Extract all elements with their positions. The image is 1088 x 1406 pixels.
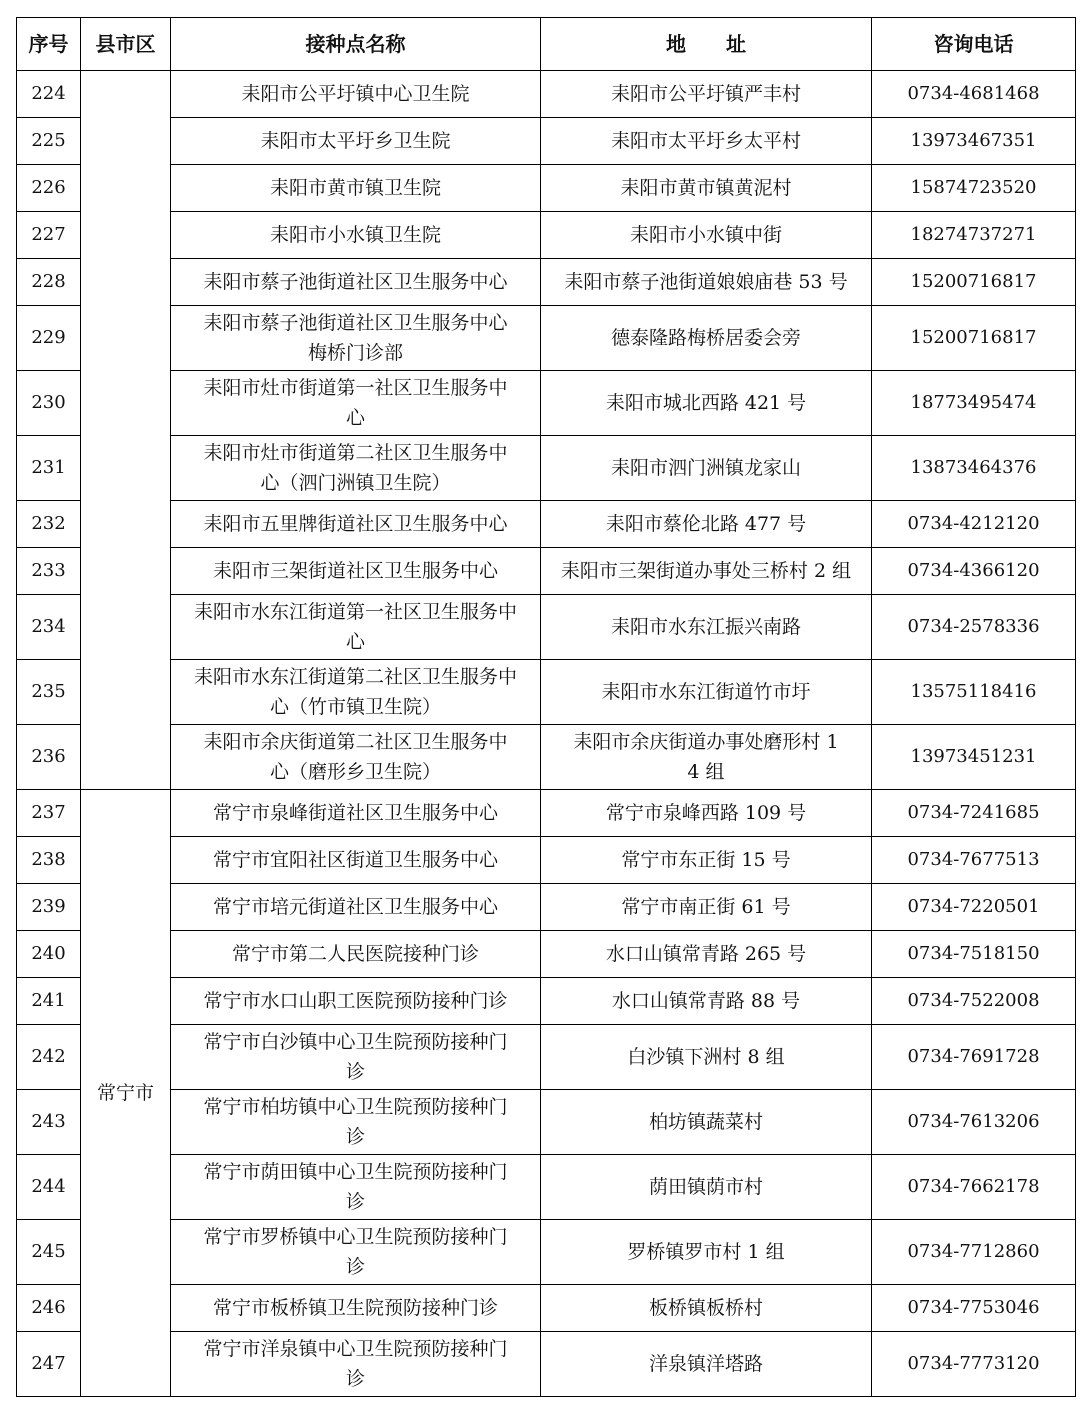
site-phone: 0734-7691728: [872, 1025, 1076, 1090]
site-address: 洋泉镇洋塔路: [541, 1332, 872, 1397]
row-number: 247: [17, 1332, 81, 1397]
row-number: 241: [17, 978, 81, 1025]
site-phone: 0734-7522008: [872, 978, 1076, 1025]
site-phone: 0734-7753046: [872, 1285, 1076, 1332]
site-address: 耒阳市小水镇中街: [541, 212, 872, 259]
site-phone: 18773495474: [872, 371, 1076, 436]
header-phone: 咨询电话: [872, 18, 1076, 71]
site-address: 常宁市泉峰西路 109 号: [541, 790, 872, 837]
site-name: 耒阳市灶市街道第二社区卫生服务中 心（泗门洲镇卫生院）: [171, 436, 541, 501]
table-row: [17, 371, 1076, 436]
row-number: 225: [17, 118, 81, 165]
site-phone: 18274737271: [872, 212, 1076, 259]
site-address: 德泰隆路梅桥居委会旁: [541, 306, 872, 371]
table-row: [17, 501, 1076, 548]
site-address: 耒阳市三架街道办事处三桥村 2 组: [541, 548, 872, 595]
table-row: [17, 212, 1076, 259]
site-address: 常宁市南正街 61 号: [541, 884, 872, 931]
site-name: 耒阳市水东江街道第一社区卫生服务中 心: [171, 595, 541, 660]
site-phone: 0734-7220501: [872, 884, 1076, 931]
site-phone: 0734-7241685: [872, 790, 1076, 837]
site-address: 耒阳市黄市镇黄泥村: [541, 165, 872, 212]
site-phone: 13973451231: [872, 725, 1076, 790]
site-address: 柏坊镇蔬菜村: [541, 1090, 872, 1155]
site-address: 耒阳市太平圩乡太平村: [541, 118, 872, 165]
row-number: 233: [17, 548, 81, 595]
site-phone: 0734-7677513: [872, 837, 1076, 884]
site-name: 常宁市第二人民医院接种门诊: [171, 931, 541, 978]
site-phone: 13873464376: [872, 436, 1076, 501]
row-number: 238: [17, 837, 81, 884]
table-row: [17, 1285, 1076, 1332]
table-row: [17, 165, 1076, 212]
site-phone: 0734-7712860: [872, 1220, 1076, 1285]
site-name: 耒阳市蔡子池街道社区卫生服务中心: [171, 259, 541, 306]
site-name: 常宁市培元街道社区卫生服务中心: [171, 884, 541, 931]
county-cell: 常宁市: [81, 790, 171, 1397]
site-phone: 0734-7613206: [872, 1090, 1076, 1155]
table-row: [17, 790, 1076, 837]
site-name: 常宁市板桥镇卫生院预防接种门诊: [171, 1285, 541, 1332]
site-name: 常宁市荫田镇中心卫生院预防接种门 诊: [171, 1155, 541, 1220]
row-number: 242: [17, 1025, 81, 1090]
site-phone: 0734-4366120: [872, 548, 1076, 595]
table-row: [17, 1025, 1076, 1090]
table-row: [17, 931, 1076, 978]
site-address: 耒阳市水东江振兴南路: [541, 595, 872, 660]
site-address: 水口山镇常青路 88 号: [541, 978, 872, 1025]
site-name: 耒阳市蔡子池街道社区卫生服务中心 梅桥门诊部: [171, 306, 541, 371]
site-name: 耒阳市余庆街道第二社区卫生服务中 心（磨形乡卫生院）: [171, 725, 541, 790]
table-row: [17, 548, 1076, 595]
row-number: 237: [17, 790, 81, 837]
row-number: 246: [17, 1285, 81, 1332]
table-row: [17, 306, 1076, 371]
site-address: 板桥镇板桥村: [541, 1285, 872, 1332]
row-number: 244: [17, 1155, 81, 1220]
site-address: 耒阳市城北西路 421 号: [541, 371, 872, 436]
site-name: 常宁市泉峰街道社区卫生服务中心: [171, 790, 541, 837]
site-address: 水口山镇常青路 265 号: [541, 931, 872, 978]
site-name: 常宁市水口山职工医院预防接种门诊: [171, 978, 541, 1025]
site-name: 常宁市洋泉镇中心卫生院预防接种门 诊: [171, 1332, 541, 1397]
table-row: [17, 1220, 1076, 1285]
county-cell: [81, 71, 171, 790]
table-row: [17, 595, 1076, 660]
header-row: [17, 18, 1076, 71]
site-phone: 15874723520: [872, 165, 1076, 212]
site-name: 常宁市宜阳社区街道卫生服务中心: [171, 837, 541, 884]
site-address: 耒阳市泗门洲镇龙家山: [541, 436, 872, 501]
site-address: 耒阳市公平圩镇严丰村: [541, 71, 872, 118]
table-row: [17, 436, 1076, 501]
row-number: 230: [17, 371, 81, 436]
site-name: 耒阳市五里牌街道社区卫生服务中心: [171, 501, 541, 548]
site-name: 常宁市白沙镇中心卫生院预防接种门 诊: [171, 1025, 541, 1090]
table-row: [17, 725, 1076, 790]
site-address: 耒阳市蔡子池街道娘娘庙巷 53 号: [541, 259, 872, 306]
table-row: [17, 1332, 1076, 1397]
header-county: 县市区: [81, 18, 171, 71]
site-name: 常宁市柏坊镇中心卫生院预防接种门 诊: [171, 1090, 541, 1155]
site-name: 耒阳市水东江街道第二社区卫生服务中 心（竹市镇卫生院）: [171, 660, 541, 725]
vaccination-sites-table: [16, 17, 1076, 1397]
table-row: [17, 1090, 1076, 1155]
table-row: [17, 884, 1076, 931]
row-number: 232: [17, 501, 81, 548]
row-number: 245: [17, 1220, 81, 1285]
row-number: 240: [17, 931, 81, 978]
table-row: [17, 118, 1076, 165]
row-number: 239: [17, 884, 81, 931]
site-name: 常宁市罗桥镇中心卫生院预防接种门 诊: [171, 1220, 541, 1285]
site-phone: 13575118416: [872, 660, 1076, 725]
site-phone: 15200716817: [872, 259, 1076, 306]
site-name: 耒阳市三架街道社区卫生服务中心: [171, 548, 541, 595]
site-name: 耒阳市灶市街道第一社区卫生服务中 心: [171, 371, 541, 436]
row-number: 235: [17, 660, 81, 725]
site-phone: 0734-7662178: [872, 1155, 1076, 1220]
row-number: 227: [17, 212, 81, 259]
site-name: 耒阳市太平圩乡卫生院: [171, 118, 541, 165]
site-phone: 13973467351: [872, 118, 1076, 165]
site-phone: 0734-4681468: [872, 71, 1076, 118]
header-site-name: 接种点名称: [171, 18, 541, 71]
site-phone: 0734-4212120: [872, 501, 1076, 548]
site-name: 耒阳市黄市镇卫生院: [171, 165, 541, 212]
site-phone: 15200716817: [872, 306, 1076, 371]
site-phone: 0734-7518150: [872, 931, 1076, 978]
site-address: 罗桥镇罗市村 1 组: [541, 1220, 872, 1285]
header-no: 序号: [17, 18, 81, 71]
site-address: 荫田镇荫市村: [541, 1155, 872, 1220]
row-number: 243: [17, 1090, 81, 1155]
header-address: 地 址: [541, 18, 872, 71]
row-number: 224: [17, 71, 81, 118]
table-row: [17, 71, 1076, 118]
row-number: 228: [17, 259, 81, 306]
table-row: [17, 837, 1076, 884]
site-address: 白沙镇下洲村 8 组: [541, 1025, 872, 1090]
row-number: 231: [17, 436, 81, 501]
site-address: 耒阳市余庆街道办事处磨形村 1 4 组: [541, 725, 872, 790]
site-name: 耒阳市公平圩镇中心卫生院: [171, 71, 541, 118]
row-number: 229: [17, 306, 81, 371]
row-number: 234: [17, 595, 81, 660]
table-row: [17, 660, 1076, 725]
table-row: [17, 1155, 1076, 1220]
row-number: 236: [17, 725, 81, 790]
site-phone: 0734-2578336: [872, 595, 1076, 660]
table-body: [17, 71, 1076, 1397]
row-number: 226: [17, 165, 81, 212]
site-phone: 0734-7773120: [872, 1332, 1076, 1397]
table-row: [17, 259, 1076, 306]
site-address: 耒阳市蔡伦北路 477 号: [541, 501, 872, 548]
site-address: 常宁市东正街 15 号: [541, 837, 872, 884]
site-name: 耒阳市小水镇卫生院: [171, 212, 541, 259]
site-address: 耒阳市水东江街道竹市圩: [541, 660, 872, 725]
table-row: [17, 978, 1076, 1025]
